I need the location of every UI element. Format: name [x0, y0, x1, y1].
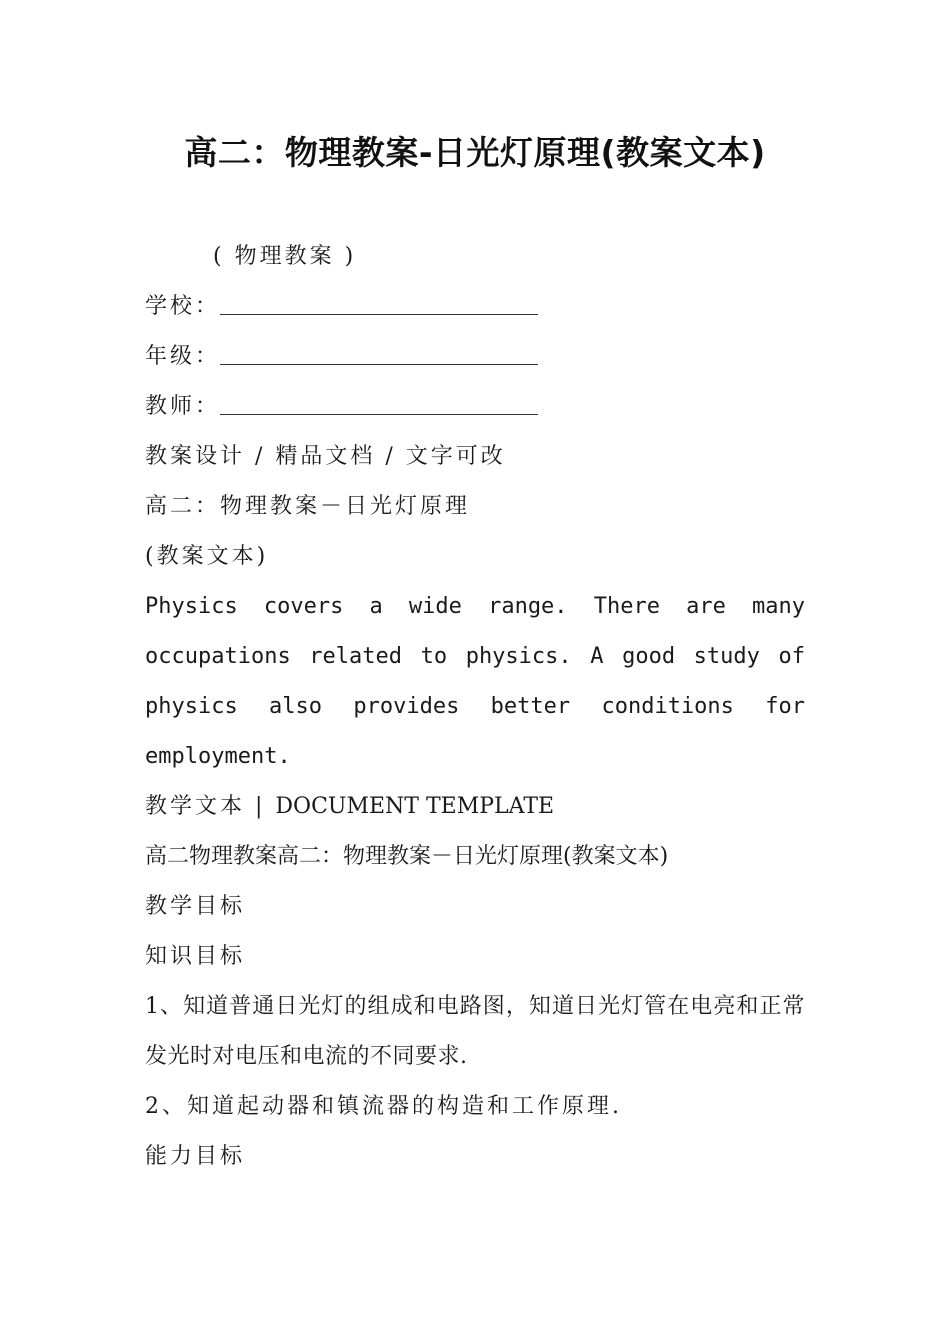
school-field	[145, 282, 805, 332]
teacher-field	[145, 382, 805, 432]
school-blank-line	[220, 282, 538, 315]
grade-field	[145, 332, 805, 382]
design-note: 教案设计 / 精品文档 / 文字可改	[145, 444, 506, 469]
document-body	[145, 232, 805, 1182]
document-title: 高二：物理教案-日光灯原理(教案文本)	[184, 133, 766, 172]
teaching-goals-heading: 教学目标	[145, 894, 246, 919]
template-line-en: DOCUMENT TEMPLATE	[275, 794, 555, 819]
english-paragraph: Physics covers a wide range. There are many occupations related to physics. A good study of physics also provides better conditions for employment.	[145, 594, 805, 769]
teacher-label: 教师：	[145, 394, 221, 419]
ability-goals-heading: 能力目标	[145, 1144, 246, 1169]
teacher-blank-line	[220, 382, 538, 415]
list-item-2: 2、知道起动器和镇流器的构造和工作原理.	[145, 1094, 622, 1119]
subtitle: ( 物理教案 )	[213, 244, 357, 269]
grade-blank-line	[220, 332, 538, 365]
heading-line-1: 高二：物理教案－日光灯原理	[145, 494, 471, 519]
grade-label: 年级：	[145, 344, 221, 369]
knowledge-goals-heading: 知识目标	[145, 944, 246, 969]
list-item-1: 1、知道普通日光灯的组成和电路图，知道日光灯管在电亮和正常发光时对电压和电流的不同要求.	[145, 994, 805, 1069]
school-label: 学校：	[145, 294, 221, 319]
template-line-cn: 教学文本 |	[145, 794, 276, 819]
full-heading: 高二物理教案高二：物理教案－日光灯原理(教案文本)	[145, 844, 669, 869]
template-line	[145, 782, 805, 832]
heading-line-2: (教案文本)	[145, 544, 269, 569]
